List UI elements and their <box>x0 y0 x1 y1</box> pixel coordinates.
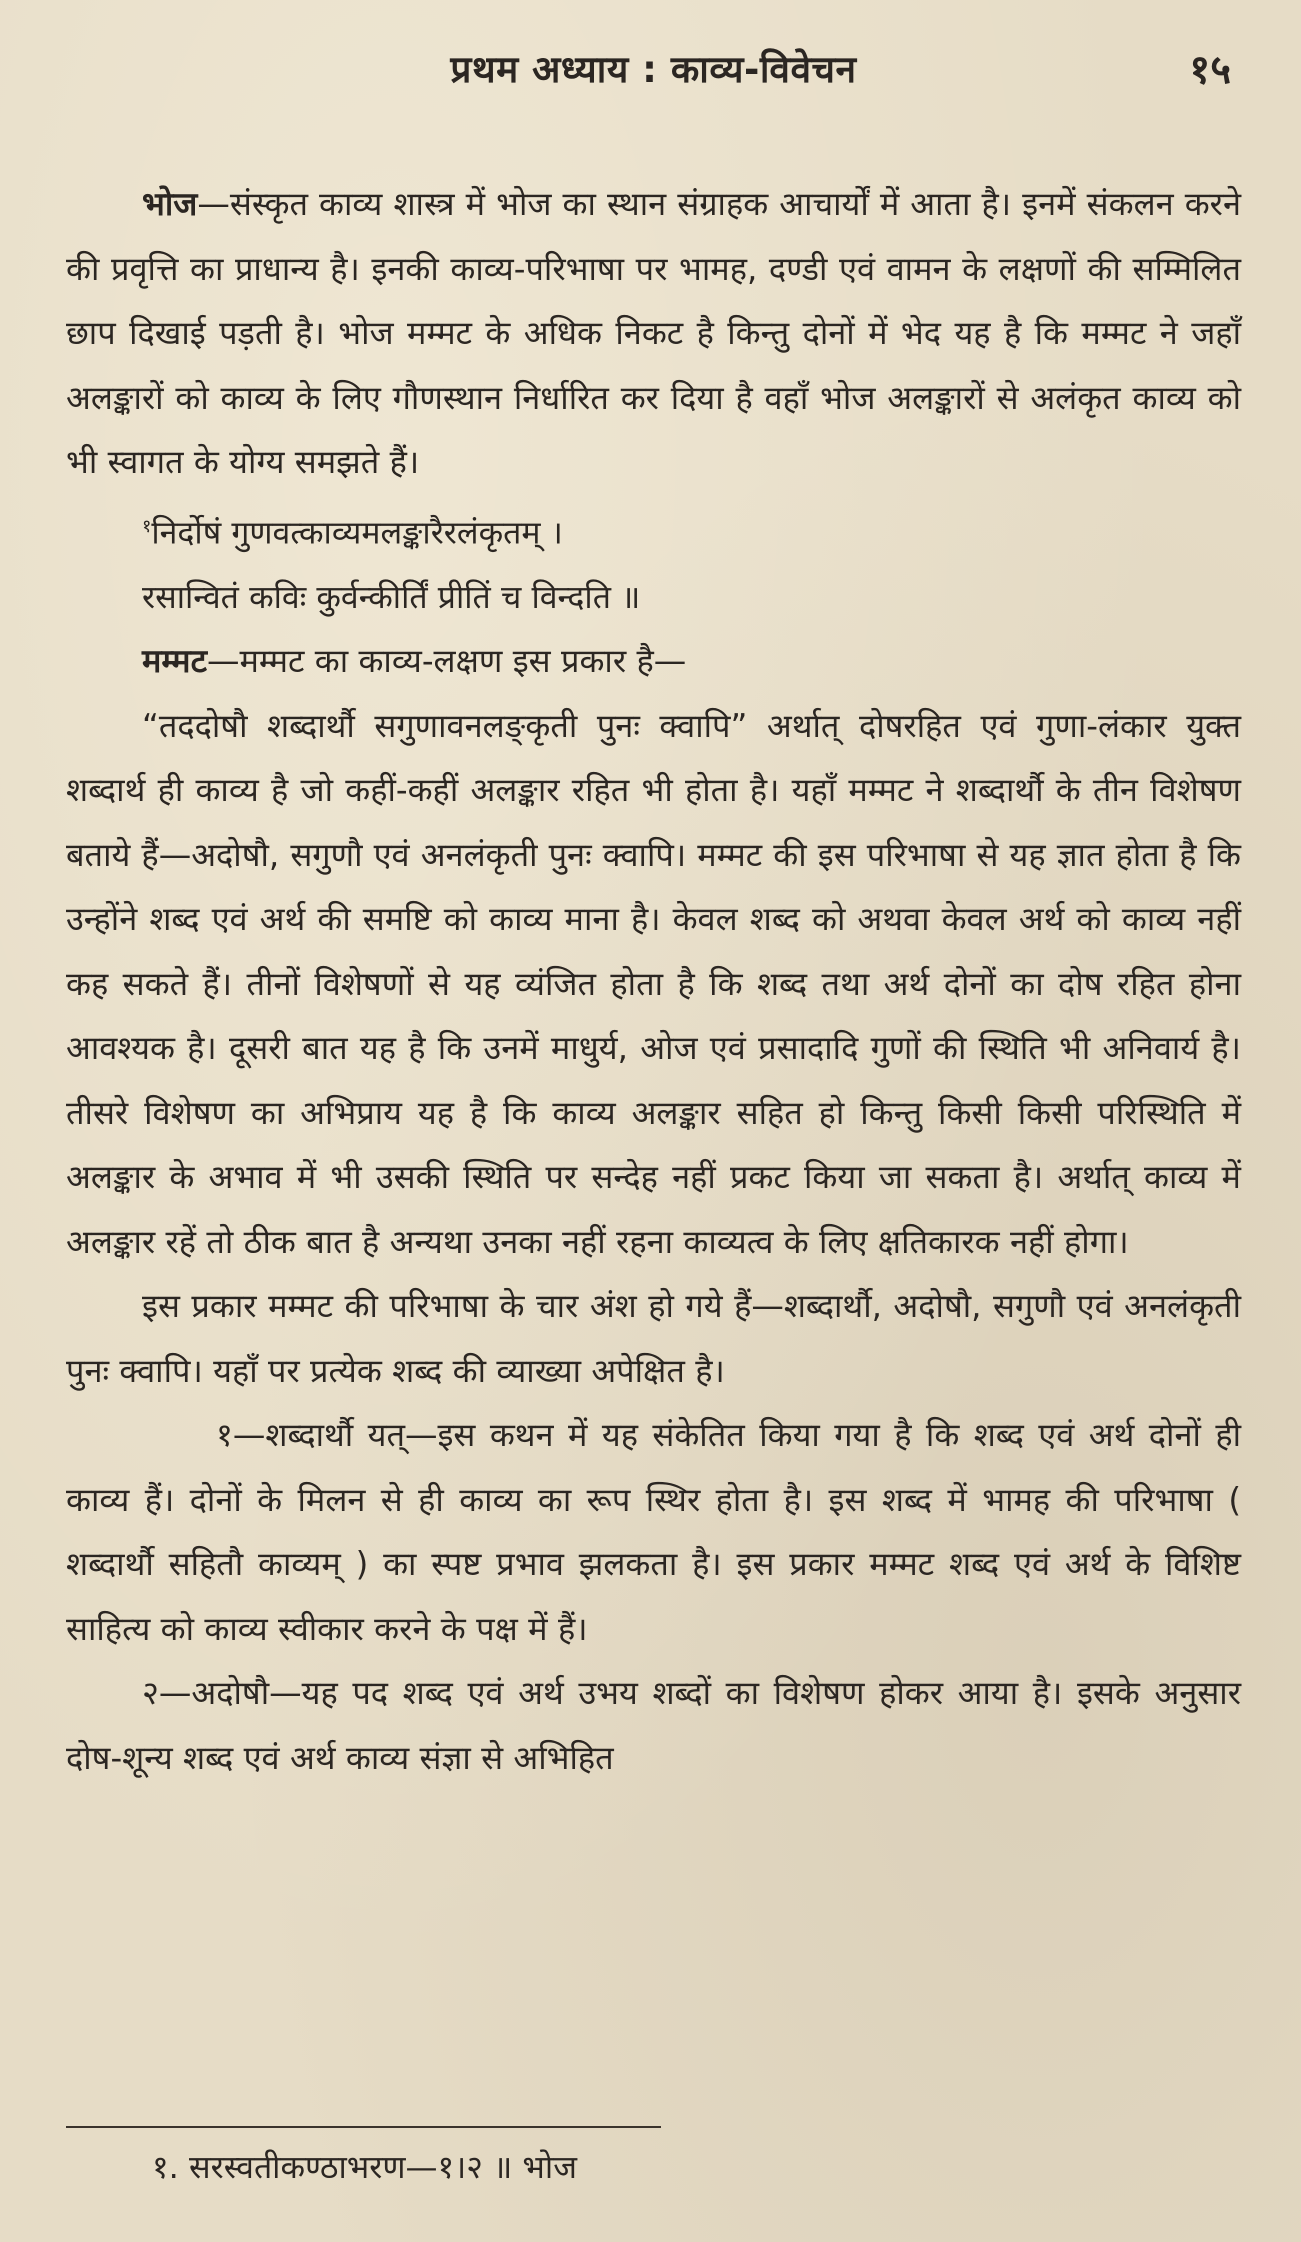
paragraph-definition: “तददोषौ शब्दार्थौ सगुणावनलङ्कृती पुनः क्वापि” अर्थात् दोषरहित एवं गुणा-लंकार युक्त शब्दार्थ ही काव्य है जो कहीं-कहीं अलङ्कार रहित भी होता है। यहाँ मम्मट ने शब्दार्थौ के तीन विशेषण बताये हैं—अदोषौ, सगुणौ एवं अनलंकृती पुनः क्वापि। मम्मट की इस परिभाषा से यह ज्ञात होता है कि उन्होंने शब्द एवं अर्थ की समष्टि को काव्य माना है। केवल शब्द को अथवा केवल अर्थ को काव्य नहीं कह सकते हैं। तीनों विशेषणों से यह व्यंजित होता है कि शब्द तथा अर्थ दोनों का दोष रहित होना आवश्यक है। दूसरी बात यह है कि उनमें माधुर्य, ओज एवं प्रसादादि गुणों की स्थिति भी अनिवार्य है। तीसरे विशेषण का अभिप्राय यह है कि काव्य अलङ्कार सहित हो किन्तु किसी किसी परिस्थिति में अलङ्कार के अभाव में भी उसकी स्थिति पर सन्देह नहीं प्रकट किया जा सकता है। अर्थात् काव्य में अलङ्कार रहें तो ठीक बात है अन्यथा उनका नहीं रहना काव्यत्व के लिए क्षतिकारक नहीं होगा। <box>66 706 1241 1261</box>
running-head <box>66 34 1241 104</box>
paragraph-four-parts: इस प्रकार मम्मट की परिभाषा के चार अंश हो गये हैं—शब्दार्थौ, अदोषौ, सगुणौ एवं अनलंकृती पुनः क्वापि। यहाँ पर प्रत्येक शब्द की व्याख्या अपेक्षित है। <box>66 1287 1241 1390</box>
page-number: १५ <box>1189 47 1231 93</box>
paragraph-mammat-intro-text: —मम्मट का काव्य-लक्षण इस प्रकार है— <box>206 642 687 681</box>
body-text <box>66 172 1241 1790</box>
paragraph-bhoj-text: —संस्कृत काव्य शास्त्र में भोज का स्थान संग्राहक आचार्यों में आता है। इनमें संकलन करने की प्रवृत्ति का प्राधान्य है। इनकी काव्य-परिभाषा पर भामह, दण्डी एवं वामन के लक्षणों की सम्मिलित छाप दिखाई पड़ती है। भोज मम्मट के अधिक निकट है किन्तु दोनों में भेद यह है कि मम्मट ने जहाँ अलङ्कारों को काव्य के लिए गौणस्थान निर्धारित कर दिया है वहाँ भोज अलङ्कारों से अलंकृत काव्य को भी स्वागत के योग्य समझते हैं। <box>66 185 1241 481</box>
verse-line-2: रसान्वितं कविः कुर्वन्कीर्तिं प्रीतिं च विन्दति ॥ <box>142 577 641 616</box>
chapter-title: प्रथम अध्याय : काव्य-विवेचन <box>450 48 857 91</box>
paragraph-bhoj <box>66 172 1241 495</box>
paragraph-adoshau: २—अदोषौ—यह पद शब्द एवं अर्थ उभय शब्दों का विशेषण होकर आया है। इसके अनुसार दोष-शून्य शब्द एवं अर्थ काव्य संज्ञा से अभिहित <box>66 1674 1241 1777</box>
footnote: १. सरस्वतीकण्ठाभरण—१।२ ॥ भोज <box>152 2148 577 2186</box>
paragraph-mammat-intro <box>66 629 1241 694</box>
verse-line-1-text: निर्दोषं गुणवत्काव्यमलङ्कारैरलंकृतम् । <box>151 513 563 552</box>
paragraph-shabdarthau: १—शब्दार्थौ यत्—इस कथन में यह संकेतित किया गया है कि शब्द एवं अर्थ दोनों ही काव्य हैं। दोनों के मिलन से ही काव्य का रूप स्थिर होता है। इस शब्द में भामह की परिभाषा ( शब्दार्थौ सहितौ काव्यम् ) का स्पष्ट प्रभाव झलकता है। इस प्रकार मम्मट शब्द एवं अर्थ के विशिष्ट साहित्य को काव्य स्वीकार करने के पक्ष में हैं। <box>66 1416 1241 1648</box>
footnote-divider <box>66 2126 661 2128</box>
term-mammat: मम्मट <box>142 642 207 681</box>
term-bhoj: भोज <box>142 185 198 223</box>
verse-line-1 <box>142 495 1241 565</box>
sanskrit-verse <box>66 495 1241 630</box>
footnote-marker: १ <box>142 515 152 537</box>
